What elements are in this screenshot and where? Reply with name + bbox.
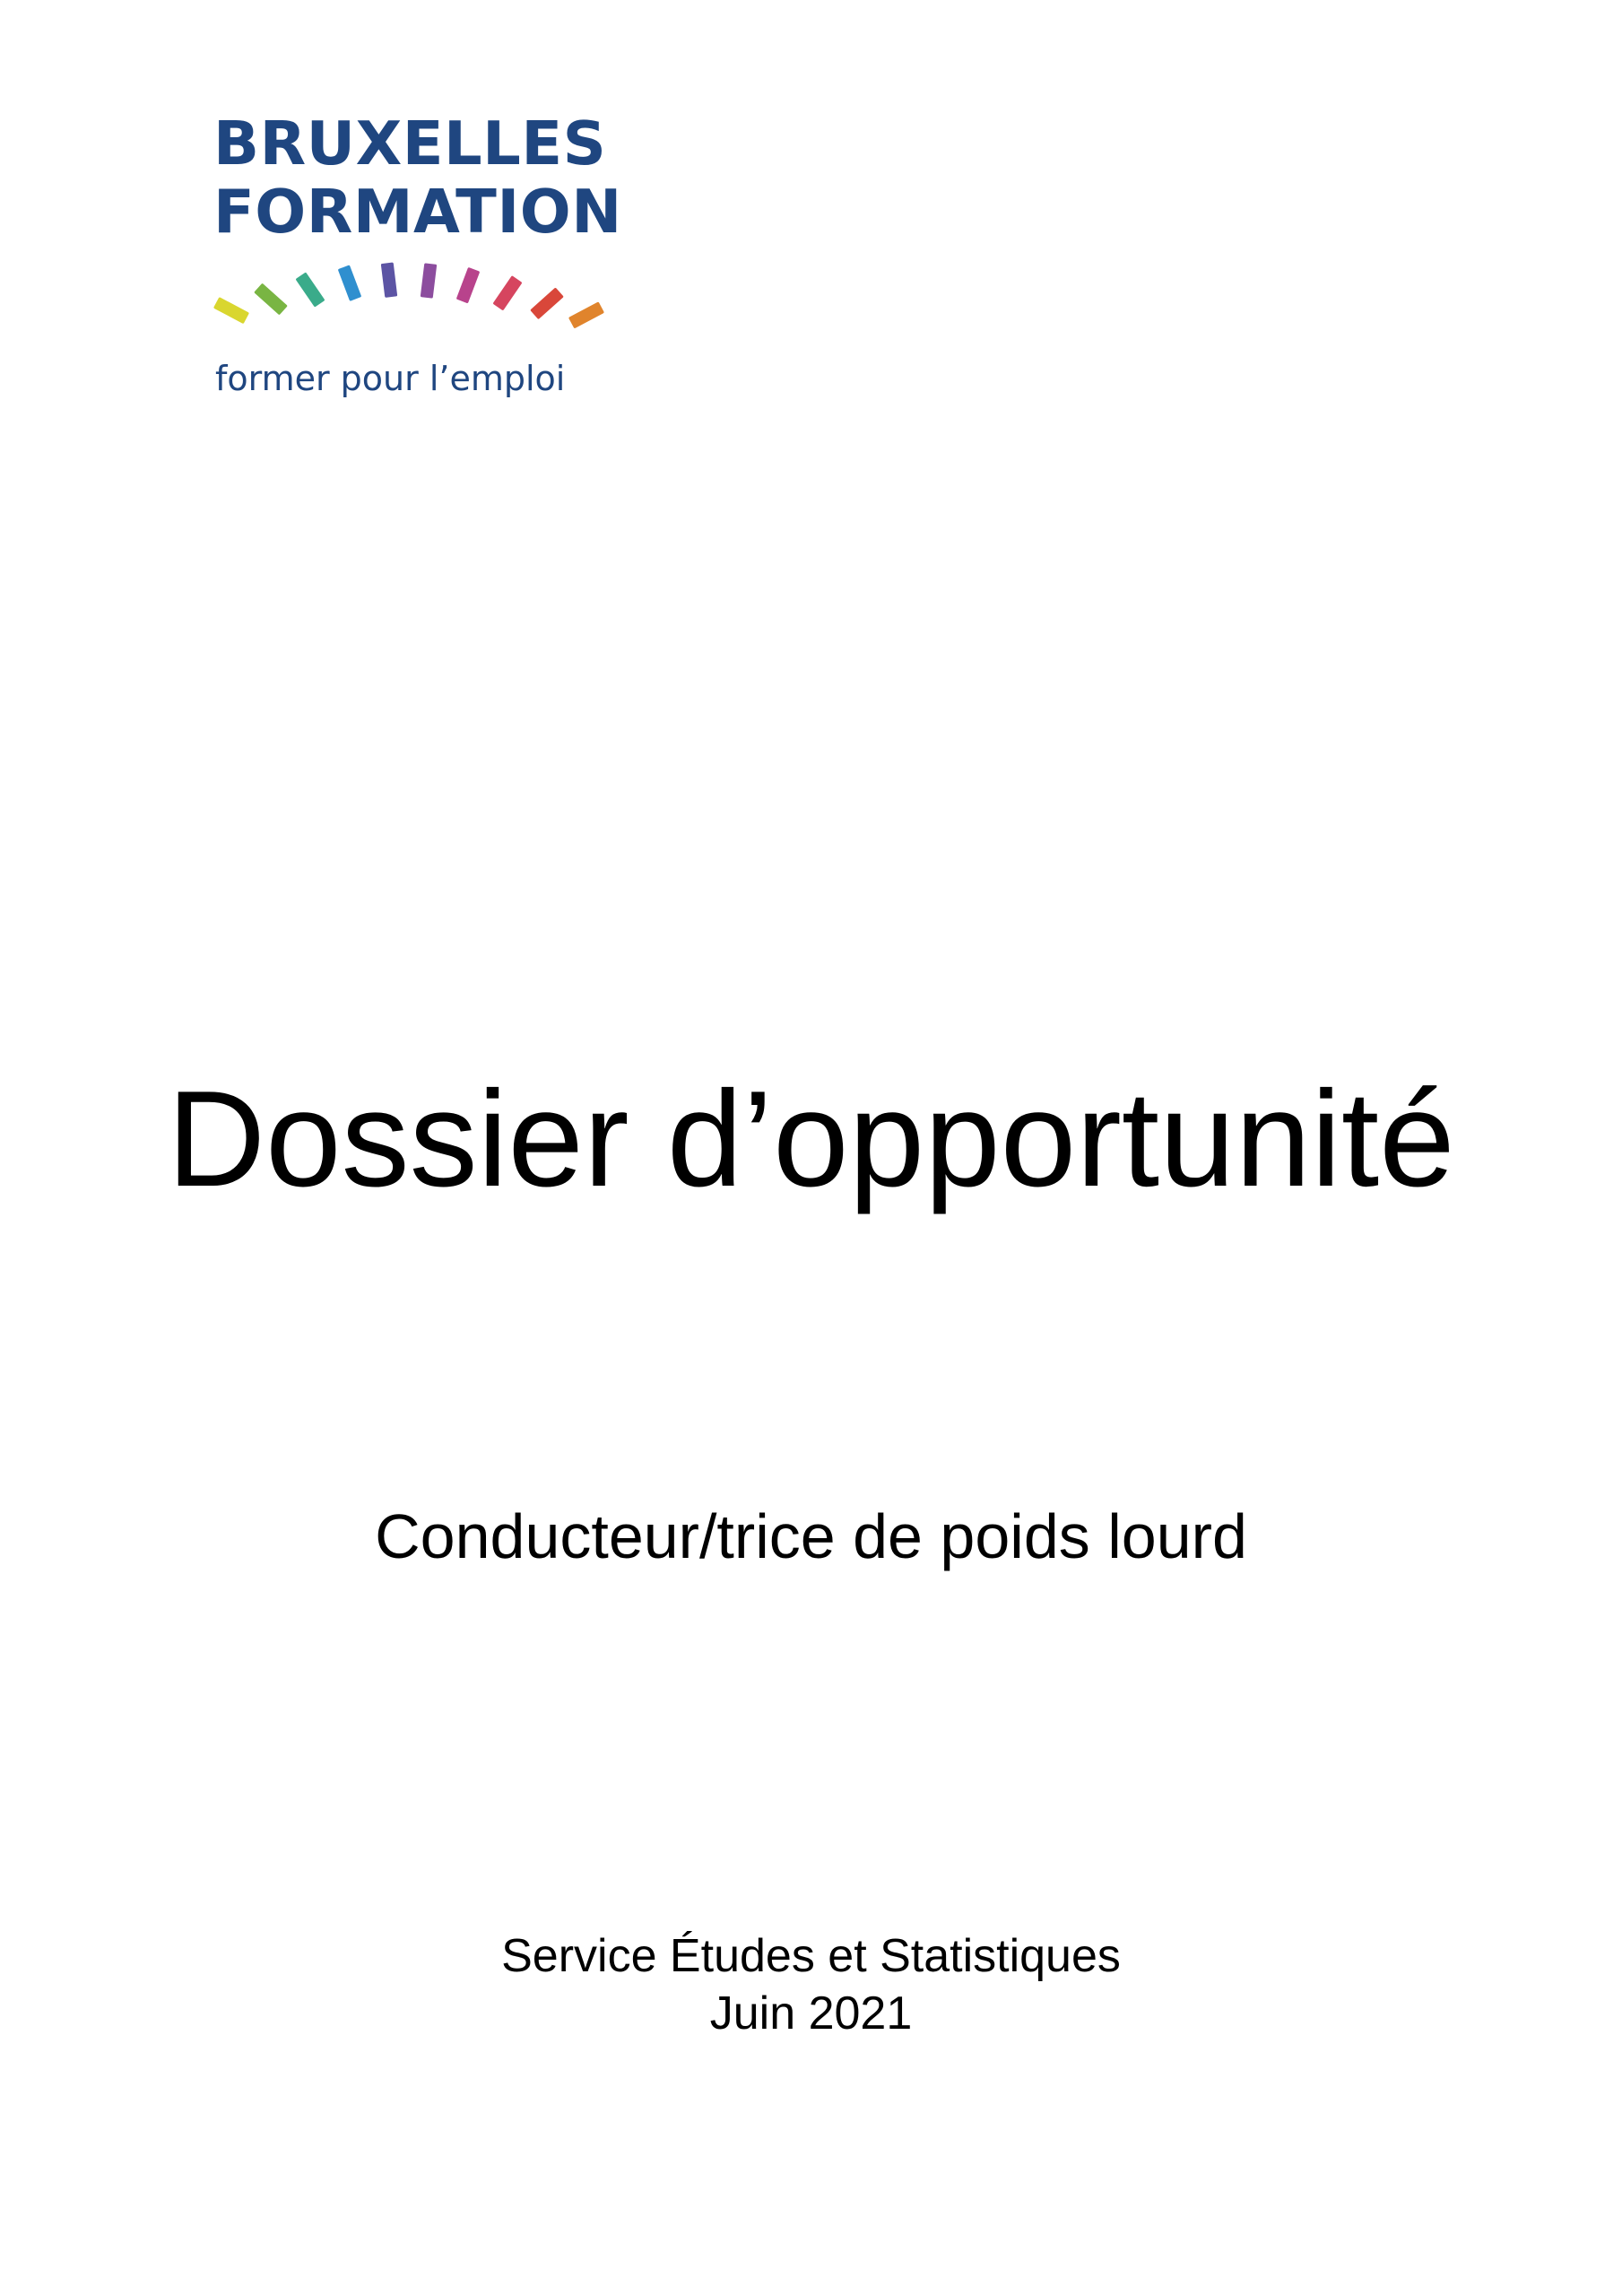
logo-stripe [568,301,604,328]
logo-stripe [381,262,397,297]
logo-stripe [213,297,249,324]
service-name: Service Études et Statistiques [501,1930,1121,1982]
logo-stripe [456,267,481,303]
logo-tagline: former pour l’emploi [215,359,566,398]
logo-stripe [254,283,288,316]
bruxelles-formation-logo [212,109,622,414]
logo-stripes-icon [212,258,606,348]
logo-stripe [530,287,564,319]
logo-stripe [295,272,325,307]
logo-stripe [338,265,362,300]
logo-line-formation: FORMATION [213,177,622,247]
publication-date: Juin 2021 [709,1987,913,2039]
page-subtitle: Conducteur/trice de poids lourd [375,1501,1247,1571]
logo-line-bruxelles: BRUXELLES [213,109,607,178]
logo-stripe [421,263,437,298]
logo-stripe [492,275,522,310]
page-title: Dossier d’opportunité [167,1063,1455,1215]
